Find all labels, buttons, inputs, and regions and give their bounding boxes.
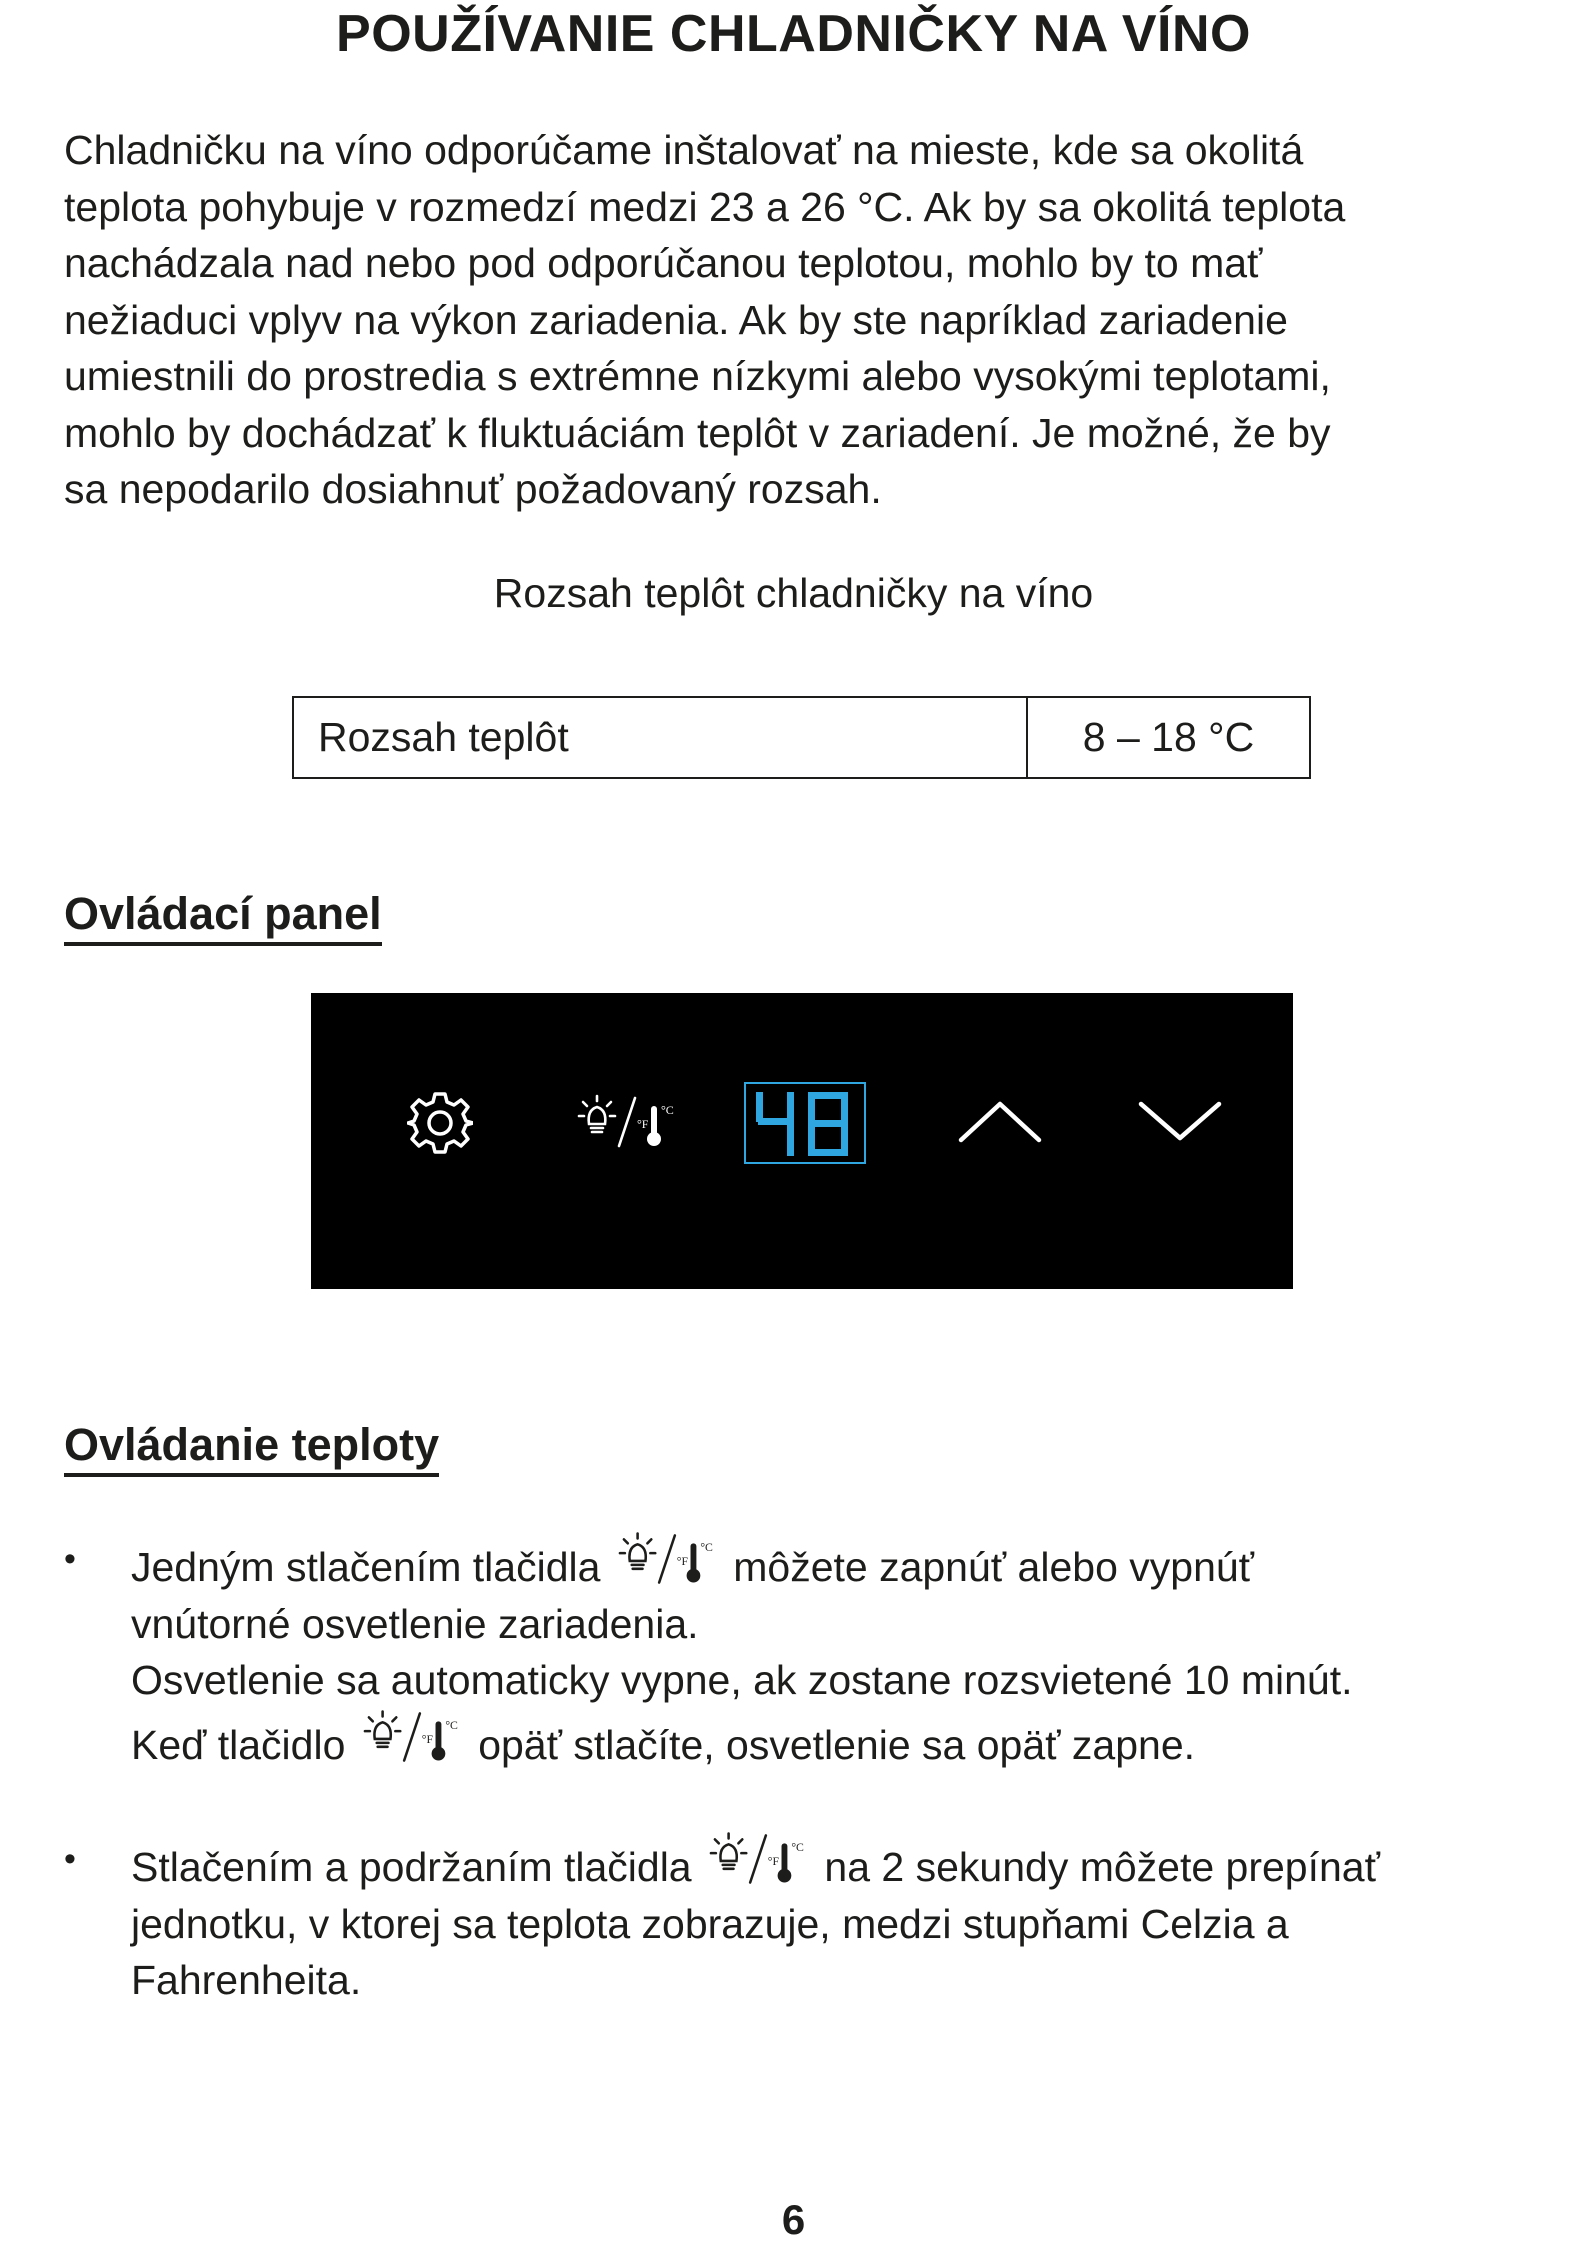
chevron-down-icon[interactable]	[1137, 1098, 1223, 1144]
table-row	[293, 697, 1310, 778]
svg-text:°F: °F	[637, 1117, 649, 1131]
intro-line: teplota pohybuje v rozmedzí medzi 23 a 26 °C. Ak by sa okolitá teplota	[64, 183, 1346, 230]
bullet-text: môžete zapnúť alebo vypnúť	[733, 1544, 1255, 1590]
temperature-display	[744, 1082, 866, 1164]
temperature-control-heading: Ovládanie teploty	[64, 1419, 439, 1477]
svg-text:°C: °C	[661, 1103, 674, 1117]
light-temp-unit-icon[interactable]	[577, 1090, 677, 1154]
page-title: POUŽÍVANIE CHLADNIČKY NA VÍNO	[336, 5, 1251, 63]
bullet-text: Stlačením a podržaním tlačidla	[131, 1844, 692, 1890]
bullet-line	[131, 1709, 1544, 1774]
control-panel-heading: Ovládací panel	[64, 888, 382, 946]
bullet-line: vnútorné osvetlenie zariadenia.	[131, 1600, 699, 1647]
temperature-range-table	[292, 696, 1311, 779]
bullet-line: jednotku, v ktorej sa teplota zobrazuje, medzi stupňami Celzia a	[131, 1900, 1289, 1947]
intro-line: nežiaduci vplyv na výkon zariadenia. Ak by ste napríklad zariadenie	[64, 296, 1288, 343]
bullet-text: Jedným stlačením tlačidla	[131, 1544, 601, 1590]
chevron-up-icon[interactable]	[957, 1098, 1043, 1144]
instructions-list	[64, 1531, 1544, 2009]
bullet-line	[131, 1531, 1544, 1596]
range-label-cell: Rozsah teplôt	[293, 697, 1027, 778]
bullet-text: na 2 sekundy môžete prepínať	[824, 1844, 1380, 1890]
bullet-line	[131, 1831, 1544, 1896]
intro-line: nachádzala nad nebo pod odporúčanou teplotou, mohlo by to mať	[64, 240, 1263, 286]
page-number: 6	[781, 2196, 806, 2243]
bullet-text: opäť stlačíte, osvetlenie sa opäť zapne.	[478, 1721, 1196, 1768]
bullet-line: Osvetlenie sa automaticky vypne, ak zostane rozsvietené 10 minút.	[131, 1657, 1353, 1703]
list-item	[64, 1831, 1544, 2009]
control-panel-image	[311, 993, 1293, 1289]
bullet-line: Fahrenheita.	[131, 1957, 362, 2003]
display-digits	[746, 1084, 864, 1162]
range-value-cell: 8 – 18 °C	[1027, 697, 1310, 778]
light-temp-unit-icon	[363, 1709, 461, 1765]
intro-line: Chladničku na víno odporúčame inštalovať na mieste, kde sa okolitá	[64, 127, 1304, 173]
table-caption: Rozsah teplôt chladničky na víno	[493, 570, 1094, 616]
bullet-text: Keď tlačidlo	[131, 1721, 346, 1768]
intro-paragraph	[64, 122, 1544, 518]
list-item	[64, 1531, 1544, 1773]
light-temp-unit-icon	[709, 1831, 807, 1887]
gear-icon[interactable]	[407, 1090, 473, 1156]
intro-line: umiestnili do prostredia s extrémne nízkymi alebo vysokými teplotami,	[64, 353, 1331, 399]
display-value-text	[746, 1162, 747, 1163]
intro-line: mohlo by dochádzať k fluktuáciám teplôt v zariadení. Je možné, že by	[64, 409, 1331, 456]
light-temp-unit-icon	[618, 1531, 716, 1587]
intro-line: sa nepodarilo dosiahnuť požadovaný rozsah.	[64, 466, 882, 512]
